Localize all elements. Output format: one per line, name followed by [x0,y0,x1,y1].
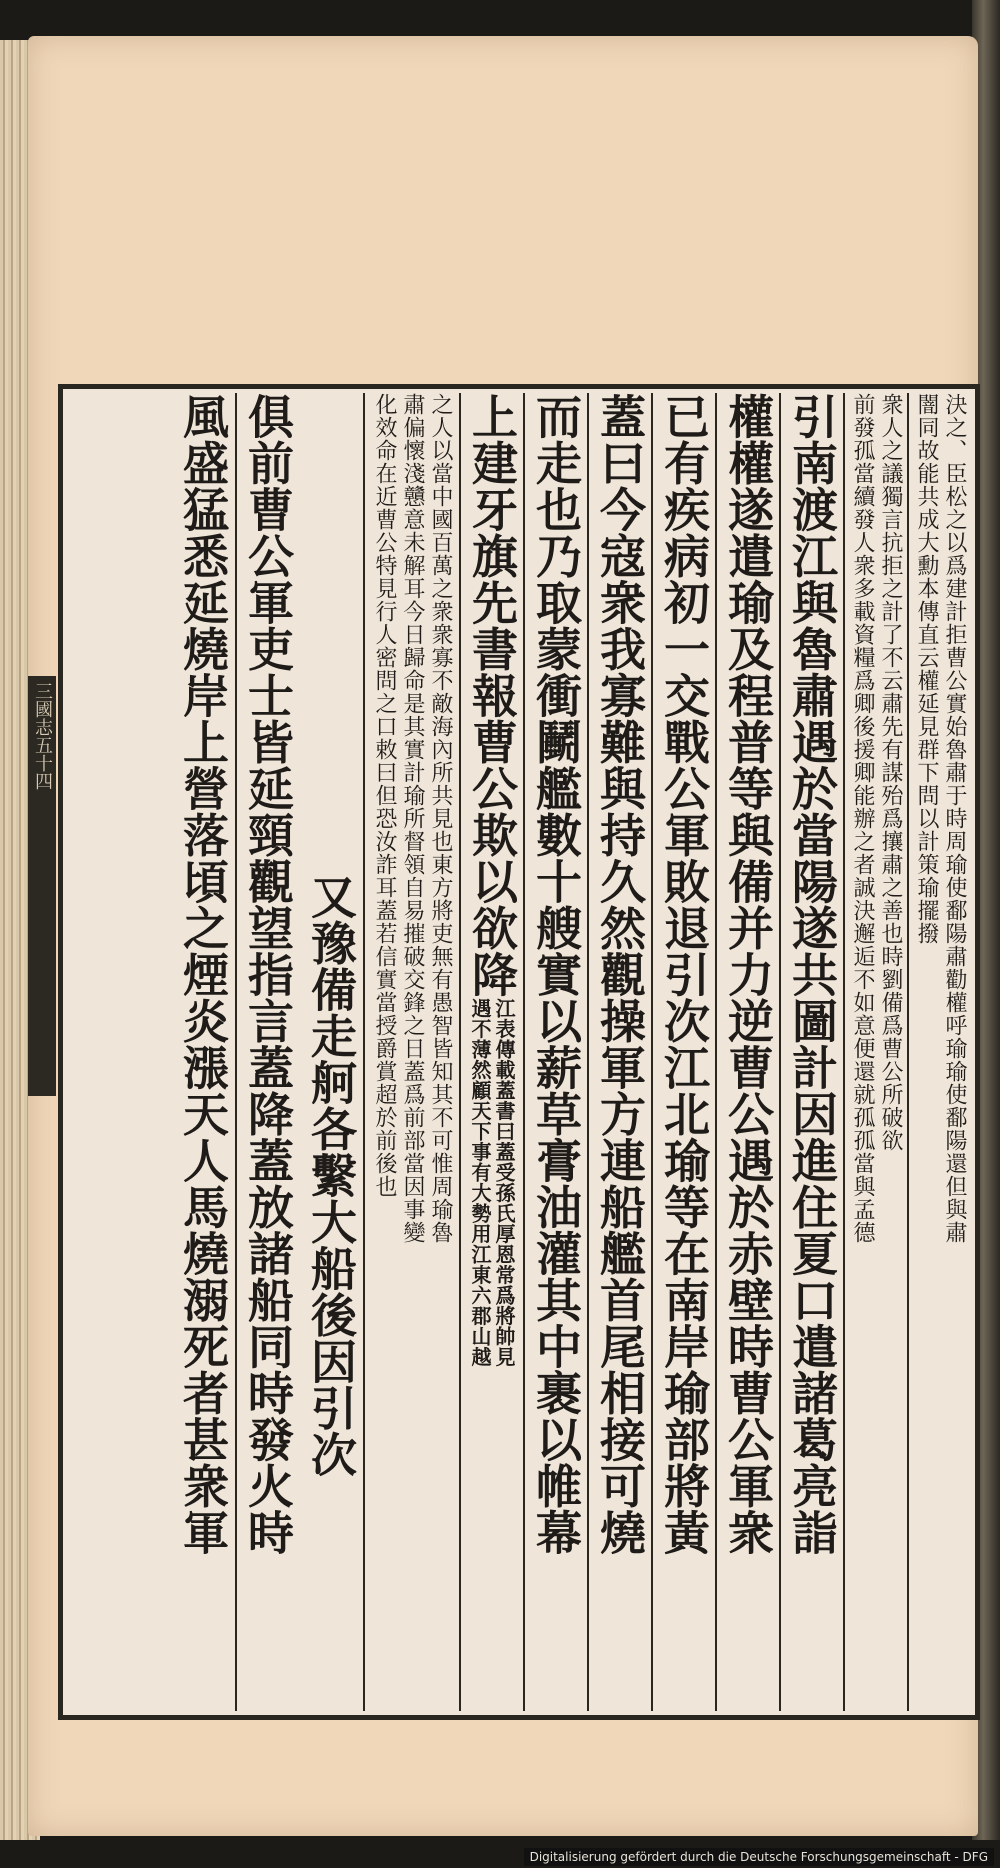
annotation-column [843,393,907,1711]
text-line: 蓋曰今寇衆我寡難與持久然觀操軍方連船艦首尾相接可燒 [593,393,647,1556]
text-line: 已有疾病初一交戰公軍敗退引次江北瑜等在南岸瑜部將黃 [657,393,711,1556]
annotation-line: 江表傳載蓋書曰蓋受孫氏厚恩常爲將帥見 [492,997,516,1367]
text-column: 前發孤當續發人衆多載資糧爲卿後援卿能辦之者誠決邂逅不如意便還就孤孤當與孟德 [850,393,875,1244]
text-line: 上建牙旗先書報曹公欺以欲降 [465,393,519,998]
annotation-line: 化效命在近曹公特見行人密問之口敕曰但恐汝詐耳蓋若信實當授爵賞超於前後也 [372,393,397,1198]
text-column [299,393,363,1711]
text-line: 又豫備走舸各繫大船後因引次 [304,873,358,1478]
text-line: 引南渡江與魯肅遇於當陽遂共圖計因進住夏口遣諸葛亮詣 [785,393,839,1556]
annotation-column [363,393,459,1711]
text-column [523,393,587,1711]
annotation-column [907,393,971,1711]
text-frame [58,384,980,1720]
margin-title-strip [28,676,56,1096]
annotation-line: 之人以當中國百萬之衆衆寡不敵海內所共見也東方將吏無有愚智皆知其不可惟周瑜魯 [428,393,453,1244]
annotation-line: 肅偏懷淺戇意未解耳今日歸命是其實計瑜所督領自易摧破交鋒之日蓋爲前部當因事變 [400,393,425,1244]
text-column [651,393,715,1711]
text-line: 權權遂遣瑜及程普等與備并力逆曹公遇於赤壁時曹公軍衆 [721,393,775,1556]
text-column [171,393,235,1711]
text-column [779,393,843,1711]
book-page [28,36,978,1836]
annotation-line: 遇不薄然顧天下事有大勢用江東六郡山越 [468,997,492,1367]
text-column [235,393,299,1711]
text-column [587,393,651,1711]
annotation-line: 衆人之議獨言抗拒之計了不云肅先有謀殆爲攘肅之善也時劉備爲曹公所破欲 [878,393,903,1152]
text-line: 而走也乃取蒙衝鬭艦數十艘實以薪草膏油灌其中裹以帷幕 [529,393,583,1556]
text-column [715,393,779,1711]
digitization-credit: Digitalisierung gefördert durch die Deutsche Forschungsgemeinschaft - DFG [524,1848,994,1866]
text-line: 俱前曹公軍吏士皆延頸觀望指言蓋降蓋放諸船同時發火時 [241,393,295,1556]
annotation-line: 闇同故能共成大勳本傳直云權延見群下問以計策瑜擺撥 [914,393,939,945]
margin-title: 三國志五十四 [32,682,53,790]
text-column [459,393,523,1711]
annotation-line: 決之、臣松之以爲建計拒曹公實始魯肅于時周瑜使鄱陽肅勸權呼瑜瑜使鄱陽還但與肅 [942,393,967,1244]
text-columns [67,393,971,1711]
text-line: 風盛猛悉延燒岸上營落頃之煙炎漲天人馬燒溺死者甚衆軍 [176,393,230,1556]
